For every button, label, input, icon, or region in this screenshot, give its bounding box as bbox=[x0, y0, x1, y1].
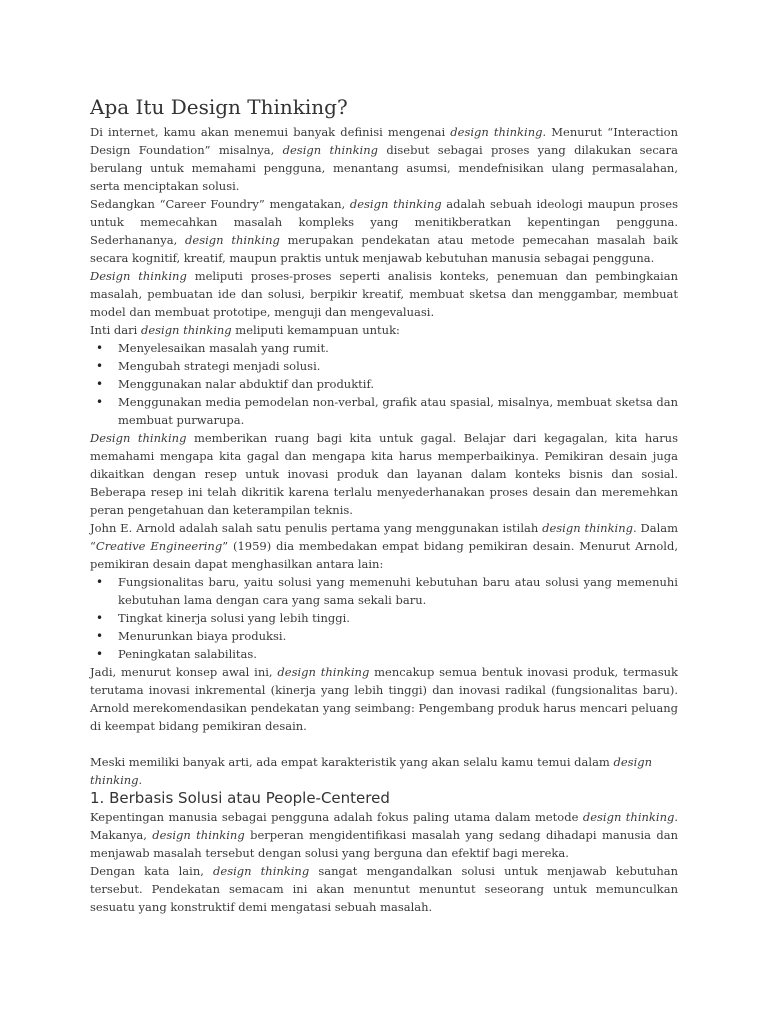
italic-term: design thinking bbox=[185, 233, 280, 247]
text-run: ” (1959) dia membedakan empat bidang pemikiran desain. Menurut Arnold, pemikiran desain dapat menghasilkan antara lain: bbox=[90, 539, 678, 571]
paragraph-spacer bbox=[90, 735, 678, 753]
text-run: Makanya, bbox=[90, 828, 153, 842]
text-run: merupakan pendekatan atau metode pemecahan masalah baik secara kognitif, kreatif, maupun praktis untuk menjawab kebutuhan manusia sebagai pengguna. bbox=[90, 233, 678, 265]
italic-term: design thinking. bbox=[542, 521, 637, 535]
text-run: meliputi proses-proses seperti analisis konteks, penemuan dan pembingkaian masalah, pembuatan ide dan solusi, berpikir kreatif, membuat sketsa dan menggambar, membuat model dan membuat prototipe, menguji dan mengevaluasi. bbox=[90, 269, 678, 319]
list-item: • Menggunakan nalar abduktif dan produktif. bbox=[90, 375, 678, 393]
list-item: • Peningkatan salabilitas. bbox=[90, 645, 678, 663]
text-run: Jadi, menurut konsep awal ini, bbox=[90, 665, 278, 679]
paragraph-concept bbox=[90, 663, 678, 735]
paragraph-process bbox=[90, 267, 678, 321]
paragraph-core-abilities bbox=[90, 321, 678, 339]
text-run: Kepentingan manusia sebagai pengguna adalah fokus paling utama dalam metode bbox=[90, 810, 583, 824]
italic-term: Design thinking bbox=[90, 269, 187, 283]
paragraph-definition bbox=[90, 123, 678, 195]
arnold-outcomes-list bbox=[90, 573, 678, 663]
page-title: Apa Itu Design Thinking? bbox=[90, 95, 348, 119]
list-item: • Menurunkan biaya produksi. bbox=[90, 627, 678, 645]
list-item: • Tingkat kinerja solusi yang lebih tinggi. bbox=[90, 609, 678, 627]
text-run: Menurut “Interaction Design Foundation” misalnya, bbox=[90, 125, 678, 157]
italic-term: Design thinking bbox=[90, 431, 187, 445]
list-item: • Mengubah strategi menjadi solusi. bbox=[90, 357, 678, 375]
list-item: • Menggunakan media pemodelan non-verbal, grafik atau spasial, misalnya, membuat sketsa dan membuat purwarupa. bbox=[90, 393, 678, 429]
text-run: Meski memiliki banyak arti, ada empat karakteristik yang akan selalu kamu temui dalam bbox=[90, 755, 614, 769]
text-run: sangat mengandalkan solusi untuk menjawab kebutuhan tersebut. Pendekatan semacam ini akan menuntut menuntut seseorang untuk memunculkan sesuatu yang konstruktif demi mengatasi sebuah masalah. bbox=[90, 864, 678, 914]
text-run: Dalam “ bbox=[90, 521, 679, 553]
text-run: mencakup semua bentuk inovasi produk, termasuk terutama inovasi inkremental (kinerja yang lebih tinggi) dan inovasi radikal (fungsionalitas baru). Arnold merekomendasikan pendekatan yang seimbang: Pengembang produk harus mencari peluang di keempat bidang pemikiran desain. bbox=[90, 665, 679, 733]
italic-term: Creative Engineering bbox=[95, 539, 223, 553]
text-run: disebut sebagai proses yang dilakukan secara berulang untuk memahami pengguna, menantang asumsi, mendefnisikan ulang permasalahan, serta menciptakan solusi. bbox=[90, 143, 678, 193]
text-run: Di internet, kamu akan menemui banyak definisi mengenai bbox=[90, 125, 451, 139]
paragraph-solution-reliance bbox=[90, 862, 678, 916]
paragraph-failure bbox=[90, 429, 678, 519]
paragraph-characteristics bbox=[90, 753, 678, 789]
italic-term: design thinking. bbox=[450, 125, 547, 139]
abilities-list bbox=[90, 339, 678, 429]
italic-term: design thinking bbox=[282, 143, 378, 157]
document-body bbox=[90, 94, 678, 916]
text-run: John E. Arnold adalah salah satu penulis pertama yang menggunakan istilah bbox=[90, 521, 543, 535]
italic-term: design thinking. bbox=[90, 755, 653, 787]
italic-term: design thinking bbox=[152, 828, 245, 842]
italic-term: design thinking. bbox=[582, 810, 678, 824]
italic-term: design thinking bbox=[349, 197, 442, 211]
paragraph-people-centered bbox=[90, 808, 678, 862]
text-run: Dengan kata lain, bbox=[90, 864, 214, 878]
text-run: memberikan ruang bagi kita untuk gagal. Belajar dari kegagalan, kita harus memahami mengapa kita gagal dan mengapa kita harus memperbaikinya. Pemikiran desain juga dikaitkan dengan resep untuk inovasi produk dan layanan dalam konteks bisnis dan sosial. Beberapa resep ini telah dikritik karena terlalu menyederhanakan proses desain dan meremehkan peran pengetahuan dan keterampilan teknis. bbox=[90, 431, 678, 517]
paragraph-arnold bbox=[90, 519, 678, 573]
paragraph-career-foundry bbox=[90, 195, 678, 267]
section-heading: 1. Berbasis Solusi atau People-Centered bbox=[90, 789, 390, 807]
text-run: adalah sebuah ideologi maupun proses untuk memecahkan masalah kompleks yang menitikberatkan kepentingan pengguna. Sederhananya, bbox=[90, 197, 678, 247]
text-run: berperan mengidentifikasi masalah yang sedang dihadapi manusia dan menjawab masalah tersebut dengan solusi yang berguna dan efektif bagi mereka. bbox=[90, 828, 678, 860]
text-run: Sedangkan “Career Foundry” mengatakan, bbox=[90, 197, 350, 211]
italic-term: design thinking bbox=[213, 864, 310, 878]
list-item: • Menyelesaikan masalah yang rumit. bbox=[90, 339, 678, 357]
text-run: meliputi kemampuan untuk: bbox=[231, 323, 400, 337]
italic-term: design thinking bbox=[277, 665, 370, 679]
text-run: Inti dari bbox=[90, 323, 141, 337]
list-item: • Fungsionalitas baru, yaitu solusi yang memenuhi kebutuhan baru atau solusi yang memenuhi kebutuhan lama dengan cara yang sama sekali baru. bbox=[90, 573, 678, 609]
italic-term: design thinking bbox=[140, 323, 232, 337]
